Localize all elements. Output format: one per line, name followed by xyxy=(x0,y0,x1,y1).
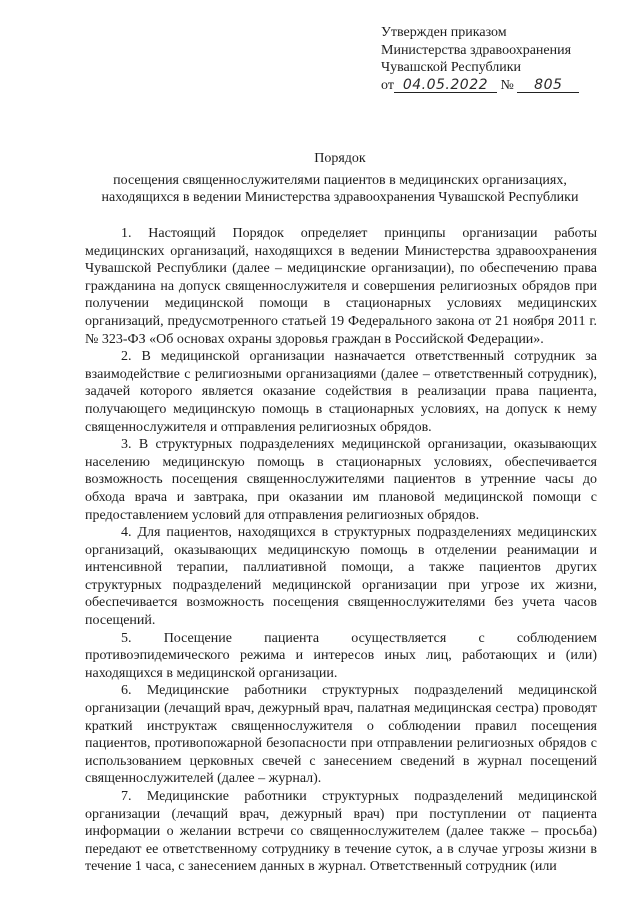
paragraph-1: 1. Настоящий Порядок определяет принципы организации работы медицинских организаций, находящихся в ведении Министерства здравоохранения Чувашской Республики (далее – медицинские организации), по обеспечению права гражданина на допуск священнослужителя и совершения религиозных обрядов при получении медицинской помощи в стационарных условиях медицинских организаций, предусмотренного статьей 19 Федерального закона от 21 ноября 2011 г. № 323-ФЗ «Об основах охраны здоровья граждан в Российской Федерации». xyxy=(85,226,597,347)
approval-number-handwritten: 805 xyxy=(517,78,579,93)
document-body xyxy=(85,225,597,876)
number-prefix: № xyxy=(500,77,514,93)
document-title xyxy=(85,150,595,207)
paragraph-4: 4. Для пациентов, находящихся в структурных подразделениях медицинских организаций, оказывающих медицинскую помощь в отделении реанимации и интенсивной терапии, паллиативной помощи, а также пациентов других структурных подразделений медицинской организации при угрозе их жизни, обеспечивается возможность посещения священнослужителями без учета часов посещений. xyxy=(85,525,597,629)
date-prefix: от xyxy=(381,77,394,93)
approval-date-number-line xyxy=(381,77,621,95)
paragraph-2: 2. В медицинской организации назначается ответственный сотрудник за взаимодействие с религиозными организациями (далее – ответственный сотрудник), задачей которого является оказание содействия в реализации права пациента, получающего медицинскую помощь в стационарных условиях, на допуск к нему священнослужителя и отправления религиозных обрядов. xyxy=(85,349,597,435)
approval-block xyxy=(381,24,621,94)
paragraph-6: 6. Медицинские работники структурных подразделений медицинской организации (лечащий врач, дежурный врач, палатная медицинская сестра) проводят краткий инструктаж священнослужителя о соблюдении правил посещения пациентов, противопожарной безопасности при отправлении религиозных обрядов с использованием церковных свечей с занесением сведений в журнал посещений священнослужителей (далее – журнал). xyxy=(85,683,597,787)
title-subtitle-line-2: находящихся в ведении Министерства здравоохранения Чувашской Республики xyxy=(101,190,579,205)
title-subtitle-line-1: посещения священнослужителями пациентов в медицинских организациях, xyxy=(113,172,567,188)
title-heading: Порядок xyxy=(314,151,366,166)
approval-date-handwritten: 04.05.2022 xyxy=(394,78,497,93)
paragraph-3: 3. В структурных подразделениях медицинской организации, оказывающих населению медицинскую помощь в стационарных условиях, обеспечивается возможность посещения священнослужителями пациентов в утренние часы до обхода врача и завтрака, при оказании им плановой медицинской помощи с предоставлением условий для отправления религиозных обрядов. xyxy=(85,437,597,523)
paragraph-5: 5. Посещение пациента осуществляется с соблюдением противоэпидемического режима и интересов иных лиц, работающих и (или) находящихся в медицинской организации. xyxy=(85,630,597,681)
approval-line-3: Чувашской Республики xyxy=(381,60,522,75)
paragraph-7: 7. Медицинские работники структурных подразделений медицинской организации (лечащий врач, дежурный врач) при поступлении от пациента информации о желании встречи со священнослужителем (далее также – просьба) передают ее ответственному сотруднику в течение суток, а в случае угрозы жизни в течение 1 часа, с занесением данных в журнал. Ответственный сотрудник (или xyxy=(85,789,597,875)
approval-line-2: Министерства здравоохранения xyxy=(381,42,572,58)
approval-line-1: Утвержден приказом xyxy=(381,25,507,40)
